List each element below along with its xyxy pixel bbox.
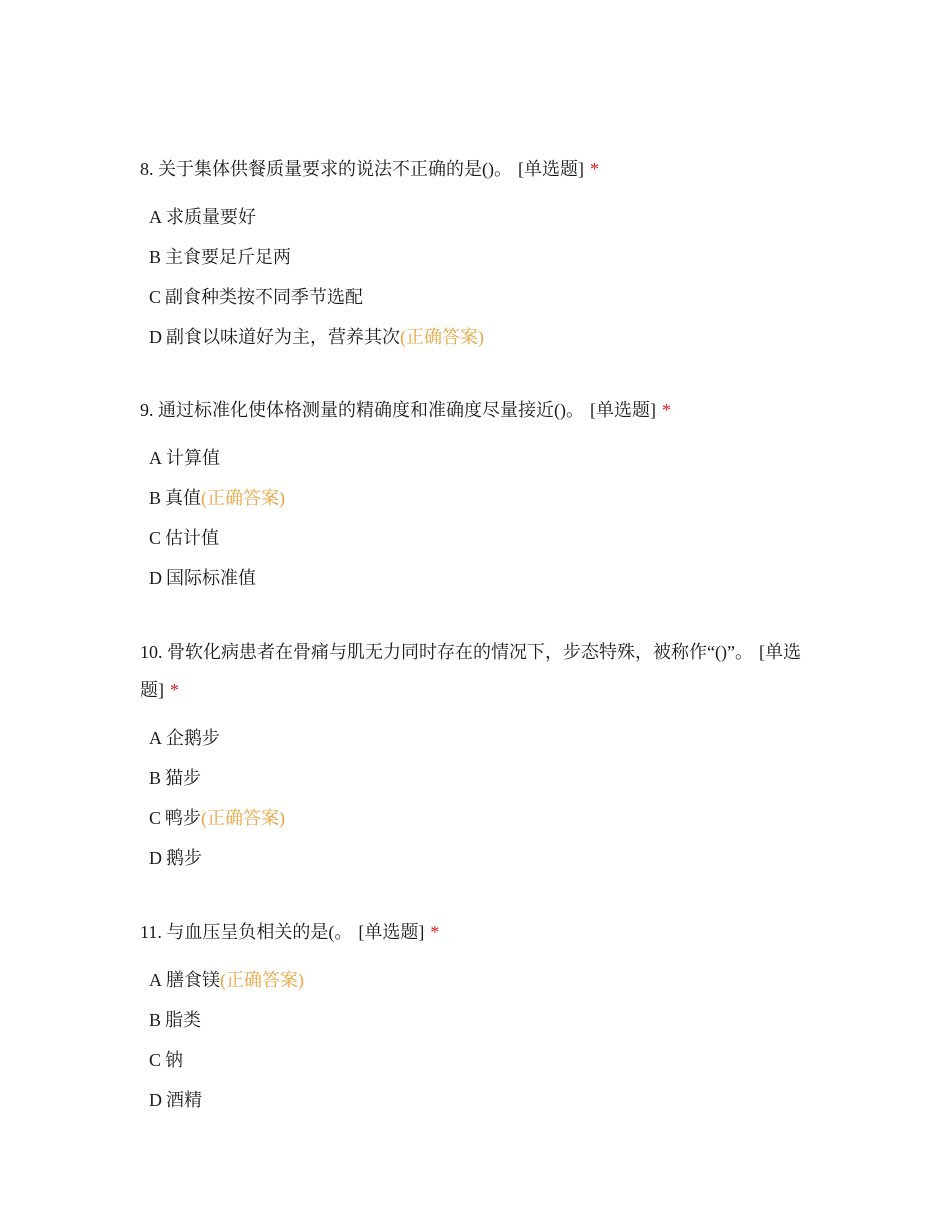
- required-mark: *: [170, 680, 179, 700]
- required-mark: *: [662, 400, 671, 420]
- option-text: 酒精: [166, 1090, 202, 1110]
- option-list: [140, 718, 810, 878]
- option-a[interactable]: [140, 718, 810, 758]
- option-c[interactable]: [140, 1040, 810, 1080]
- question-number: 9.: [140, 400, 154, 420]
- option-d[interactable]: [140, 838, 810, 878]
- option-b[interactable]: [140, 478, 810, 518]
- option-text: 钠: [165, 1050, 184, 1070]
- option-text: 副食以味道好为主，营养其次: [166, 327, 400, 347]
- question-8: [140, 150, 810, 357]
- option-letter: D: [149, 568, 162, 588]
- question-type: [单选题]: [358, 922, 425, 942]
- option-d[interactable]: [140, 558, 810, 598]
- correct-answer-tag: (正确答案): [220, 970, 304, 990]
- required-mark: *: [590, 159, 599, 179]
- question-type: [单选题]: [518, 159, 584, 179]
- option-list: [140, 197, 810, 357]
- question-11: [140, 913, 810, 1120]
- question-9: [140, 391, 810, 598]
- option-letter: B: [149, 247, 162, 267]
- option-text: 鸭步: [165, 808, 202, 828]
- option-b[interactable]: [140, 758, 810, 798]
- option-letter: A: [149, 970, 162, 990]
- option-a[interactable]: [140, 197, 810, 237]
- option-d[interactable]: [140, 317, 810, 357]
- question-10: [140, 633, 810, 878]
- correct-answer-tag: (正确答案): [201, 488, 286, 508]
- question-number: 8.: [140, 159, 154, 179]
- option-text: 求质量要好: [166, 207, 256, 227]
- question-number: 10.: [140, 642, 163, 662]
- option-letter: C: [149, 528, 162, 548]
- option-text: 脂类: [165, 1010, 202, 1030]
- correct-answer-tag: (正确答案): [400, 327, 484, 347]
- option-letter: D: [149, 848, 162, 868]
- option-text: 副食种类按不同季节选配: [165, 287, 364, 307]
- option-c[interactable]: [140, 518, 810, 558]
- option-letter: A: [149, 207, 162, 227]
- option-letter: B: [149, 488, 162, 508]
- option-text: 国际标准值: [166, 568, 256, 588]
- option-d[interactable]: [140, 1080, 810, 1120]
- question-title: [140, 150, 810, 188]
- option-text: 估计值: [165, 528, 220, 548]
- correct-answer-tag: (正确答案): [201, 808, 286, 828]
- option-letter: C: [149, 808, 162, 828]
- question-type: [单选题]: [140, 642, 801, 700]
- question-title: [140, 633, 810, 709]
- option-b[interactable]: [140, 1000, 810, 1040]
- option-text: 猫步: [165, 768, 202, 788]
- option-letter: D: [149, 1090, 162, 1110]
- option-letter: C: [149, 287, 162, 307]
- option-letter: A: [149, 448, 162, 468]
- option-letter: C: [149, 1050, 162, 1070]
- question-text: 通过标准化使体格测量的精确度和准确度尽量接近()。: [158, 400, 584, 420]
- question-text: 关于集体供餐质量要求的说法不正确的是()。: [158, 159, 512, 179]
- option-c[interactable]: [140, 277, 810, 317]
- question-type: [单选题]: [590, 400, 656, 420]
- question-text: 与血压呈负相关的是(。: [166, 922, 353, 942]
- question-title: [140, 391, 810, 429]
- question-number: 11.: [140, 922, 162, 942]
- option-a[interactable]: [140, 960, 810, 1000]
- option-letter: B: [149, 1010, 162, 1030]
- option-text: 企鹅步: [166, 728, 220, 748]
- option-a[interactable]: [140, 438, 810, 478]
- option-text: 计算值: [166, 448, 220, 468]
- option-list: [140, 960, 810, 1120]
- option-text: 主食要足斤足两: [165, 247, 292, 267]
- option-letter: B: [149, 768, 162, 788]
- option-text: 鹅步: [166, 848, 202, 868]
- option-text: 真值: [165, 488, 202, 508]
- question-text: 骨软化病患者在骨痛与肌无力同时存在的情况下，步态特殊，被称作“()”。: [167, 642, 753, 662]
- option-c[interactable]: [140, 798, 810, 838]
- option-list: [140, 438, 810, 598]
- required-mark: *: [430, 922, 440, 942]
- option-letter: A: [149, 728, 162, 748]
- option-b[interactable]: [140, 237, 810, 277]
- option-text: 膳食镁: [166, 970, 220, 990]
- question-title: [140, 913, 810, 951]
- option-letter: D: [149, 327, 162, 347]
